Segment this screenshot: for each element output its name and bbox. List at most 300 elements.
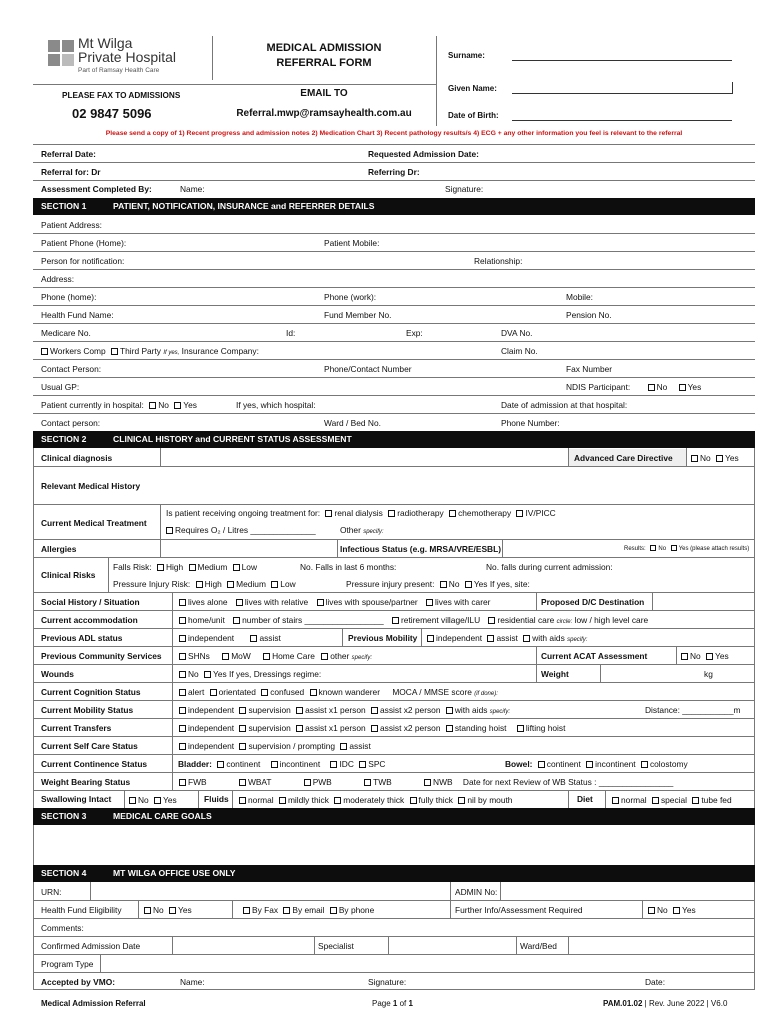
section-4-title: MT WILGA OFFICE USE ONLY — [113, 868, 236, 878]
by-fax-label: By Fax — [252, 905, 279, 915]
further-yes-label: Yes — [682, 905, 696, 915]
twb-label: TWB — [373, 777, 392, 787]
acd-no-checkbox[interactable] — [691, 455, 698, 462]
social-options — [176, 597, 490, 607]
footer-code — [603, 999, 727, 1008]
health-fund-label: Health Fund Name: — [41, 310, 114, 320]
adl-independent-label: independent — [188, 633, 235, 643]
relationship-label: Relationship: — [474, 256, 523, 266]
medicare-label: Medicare No. — [41, 328, 91, 338]
bowel-continent-label: continent — [546, 759, 581, 769]
acat-label: Current ACAT Assessment — [541, 651, 648, 661]
footer-page-total: 1 — [408, 999, 413, 1008]
assessment-label: Assessment Completed By: — [41, 184, 152, 194]
mobility-independent-label: independent — [188, 705, 235, 715]
clinical-risks-label: Clinical Risks — [41, 570, 96, 580]
community-services-label: Previous Community Services — [41, 651, 162, 661]
bladder-label: Bladder: — [178, 759, 212, 769]
section-4-header — [33, 865, 755, 882]
pressure-yes-checkbox[interactable] — [465, 581, 472, 588]
mob-specify-note: specify: — [567, 637, 588, 643]
in-hospital-row — [41, 400, 197, 410]
standing-hoist-label: standing hoist — [454, 723, 507, 733]
mobility-independent-checkbox[interactable] — [179, 707, 186, 714]
mob-independent-label: independent — [436, 633, 483, 643]
assessment-signature-label: Signature: — [445, 184, 484, 194]
usual-gp-label: Usual GP: — [41, 382, 80, 392]
further-yes-checkbox[interactable] — [673, 907, 680, 914]
bowel-continent-checkbox[interactable] — [538, 761, 545, 768]
mobility-aids-checkbox[interactable] — [446, 707, 453, 714]
retirement-label: retirement village/ILU — [401, 615, 481, 625]
acat-no-checkbox[interactable] — [681, 653, 688, 660]
mobility-supervision-checkbox[interactable] — [239, 707, 246, 714]
specialist-label: Specialist — [318, 941, 354, 951]
acat-yes-label: Yes — [715, 651, 729, 661]
lifting-hoist-label: lifting hoist — [525, 723, 566, 733]
fluid-nil-label: nil by mouth — [467, 795, 513, 805]
transfer-independent-checkbox[interactable] — [179, 725, 186, 732]
ward-bed-office-label: Ward/Bed — [520, 941, 557, 951]
transfer-supervision-label: supervision — [248, 723, 291, 733]
fluids-label: Fluids — [204, 794, 229, 804]
mobility-status-label: Current Mobility Status — [41, 705, 134, 715]
fluids-options — [236, 795, 512, 805]
selfcare-supervision-checkbox[interactable] — [239, 743, 246, 750]
swallow-no-checkbox[interactable] — [129, 797, 136, 804]
pressure-risk-row — [113, 579, 296, 589]
diet-options — [609, 795, 732, 805]
iv-picc-label: IV/PICC — [525, 508, 556, 518]
mob-assist-checkbox[interactable] — [487, 635, 494, 642]
acd-yes-checkbox[interactable] — [716, 455, 723, 462]
further-info-options — [645, 905, 696, 915]
transfer-assist1-label: assist x1 person — [305, 723, 366, 733]
diet-tube-checkbox[interactable] — [692, 797, 699, 804]
footer-page-of: of — [397, 999, 409, 1008]
requested-date-label: Requested Admission Date: — [368, 149, 479, 159]
in-hospital-yes-label: Yes — [183, 400, 197, 410]
falls-current-label: No. falls during current admission: — [486, 562, 613, 572]
wounds-options — [176, 669, 321, 679]
section-1-header — [33, 198, 755, 215]
ndis-label: NDIS Participant: — [566, 382, 631, 392]
dob-label: Date of Birth: — [448, 111, 499, 120]
selfcare-supervision-label: supervision / prompting — [248, 741, 336, 751]
wbat-label: WBAT — [247, 777, 272, 787]
logo-line3: Part of Ramsay Health Care — [78, 67, 160, 74]
accommodation-label: Current accommodation — [41, 615, 138, 625]
oxygen-row — [163, 525, 384, 535]
medicare-exp-label: Exp: — [406, 328, 423, 338]
fax-number: 02 9847 5096 — [72, 106, 152, 121]
retirement-checkbox[interactable] — [392, 617, 399, 624]
fluid-mild-checkbox[interactable] — [279, 797, 286, 804]
diet-special-label: special — [660, 795, 688, 805]
mow-checkbox[interactable] — [222, 653, 229, 660]
care-level-label: low / high level care — [574, 615, 649, 625]
spc-checkbox[interactable] — [359, 761, 366, 768]
falls-high-label: High — [165, 562, 184, 572]
acat-options — [678, 651, 729, 661]
referral-date-label: Referral Date: — [41, 149, 96, 159]
medical-history-label: Relevant Medical History — [41, 481, 141, 491]
by-fax-checkbox[interactable] — [243, 907, 250, 914]
service-specify-note: specify: — [351, 655, 372, 661]
results-yes-checkbox[interactable] — [671, 545, 677, 551]
swallowing-label: Swallowing Intact — [41, 794, 112, 804]
pressure-present-label: Pressure injury present: — [346, 579, 435, 589]
footer-title: Medical Admission Referral — [41, 999, 146, 1008]
section-3-number: SECTION 3 — [41, 811, 87, 821]
pressure-medium-label: Medium — [236, 579, 266, 589]
pwb-checkbox[interactable] — [304, 779, 311, 786]
lives-relative-checkbox[interactable] — [236, 599, 243, 606]
treatment-options — [166, 508, 556, 518]
eligibility-yes-label: Yes — [178, 905, 192, 915]
assessment-name-label: Name: — [180, 184, 205, 194]
moca-if-done-note: (if done): — [474, 691, 498, 697]
falls-low-checkbox[interactable] — [233, 564, 240, 571]
section-3-title: MEDICAL CARE GOALS — [113, 811, 212, 821]
ndis-no-checkbox[interactable] — [648, 384, 655, 391]
other-treatment-label: Other — [339, 525, 361, 535]
other-specify-note: specify: — [363, 529, 384, 535]
fluid-mild-label: mildly thick — [287, 795, 329, 805]
radiotherapy-checkbox[interactable] — [388, 510, 395, 517]
fwb-label: FWB — [188, 777, 207, 787]
fluid-fully-checkbox[interactable] — [410, 797, 417, 804]
patient-phone-label: Patient Phone (Home): — [41, 238, 127, 248]
accommodation-options — [176, 615, 648, 625]
iv-picc-checkbox[interactable] — [516, 510, 523, 517]
mobility-aids-label: with aids — [454, 705, 488, 715]
ward-bed-label: Ward / Bed No. — [324, 418, 381, 428]
weight-bearing-label: Weight Bearing Status — [41, 777, 131, 787]
lives-relative-label: lives with relative — [244, 597, 309, 607]
phone-home-label: Phone (home): — [41, 292, 97, 302]
results-no-label: No — [658, 546, 667, 552]
eligibility-no-checkbox[interactable] — [144, 907, 151, 914]
mobility-assist1-checkbox[interactable] — [296, 707, 303, 714]
acd-yes-label: Yes — [725, 453, 739, 463]
claim-label: Claim No. — [501, 346, 538, 356]
wounds-yes-checkbox[interactable] — [204, 671, 211, 678]
results-options — [624, 545, 749, 552]
in-hospital-yes-checkbox[interactable] — [174, 402, 181, 409]
chemotherapy-checkbox[interactable] — [449, 510, 456, 517]
home-care-label: Home Care — [272, 651, 315, 661]
third-party-checkbox[interactable] — [111, 348, 118, 355]
mob-independent-checkbox[interactable] — [427, 635, 434, 642]
falls-six-months-label: No. Falls in last 6 months: — [300, 562, 397, 572]
pressure-low-label: Low — [280, 579, 296, 589]
mobility-assist2-checkbox[interactable] — [371, 707, 378, 714]
email-address[interactable]: Referral.mwp@ramsayhealth.com.au — [236, 108, 412, 119]
falls-risk-label: Falls Risk: — [113, 562, 152, 572]
mobility-options — [176, 705, 510, 715]
treatment-question: Is patient receiving ongoing treatment for: — [166, 508, 321, 518]
lives-carer-label: lives with carer — [435, 597, 491, 607]
section-4-number: SECTION 4 — [41, 868, 87, 878]
pressure-low-checkbox[interactable] — [271, 581, 278, 588]
weight-bearing-options — [176, 777, 673, 787]
patient-mobile-label: Patient Mobile: — [324, 238, 380, 248]
wanderer-checkbox[interactable] — [310, 689, 317, 696]
by-email-label: By email — [292, 905, 325, 915]
results-yes-label: Yes (please attach results) — [678, 546, 750, 552]
contact-person-label: Contact Person: — [41, 364, 102, 374]
cognition-options — [176, 687, 498, 697]
allergies-label: Allergies — [41, 544, 77, 554]
diet-tube-label: tube fed — [701, 795, 732, 805]
idc-label: IDC — [339, 759, 354, 769]
standing-hoist-checkbox[interactable] — [446, 725, 453, 732]
by-phone-label: By phone — [338, 905, 375, 915]
lives-spouse-label: lives with spouse/partner — [325, 597, 418, 607]
adl-status-label: Previous ADL status — [41, 633, 123, 643]
previous-mobility-label: Previous Mobility — [348, 633, 418, 643]
acat-no-label: No — [690, 651, 701, 661]
pressure-medium-checkbox[interactable] — [227, 581, 234, 588]
in-hospital-no-checkbox[interactable] — [149, 402, 156, 409]
date-admission-label: Date of admission at that hospital: — [501, 400, 628, 410]
fund-eligibility-label: Health Fund Eligibility — [41, 905, 122, 915]
pressure-risk-label: Pressure Injury Risk: — [113, 579, 191, 589]
fax-label: PLEASE FAX TO ADMISSIONS — [62, 91, 181, 100]
pressure-high-checkbox[interactable] — [196, 581, 203, 588]
stairs-checkbox[interactable] — [233, 617, 240, 624]
confirmed-date-label: Confirmed Admission Date — [41, 941, 141, 951]
ndis-no-label: No — [656, 382, 668, 392]
ndis-yes-label: Yes — [687, 382, 702, 392]
bladder-options — [178, 759, 385, 769]
clinical-diagnosis-label: Clinical diagnosis — [41, 453, 113, 463]
wbat-checkbox[interactable] — [239, 779, 246, 786]
fluid-nil-checkbox[interactable] — [458, 797, 465, 804]
care-goals-area[interactable] — [33, 825, 755, 865]
by-phone-checkbox[interactable] — [330, 907, 337, 914]
selfcare-assist-label: assist — [349, 741, 371, 751]
confused-checkbox[interactable] — [261, 689, 268, 696]
social-history-label: Social History / Situation — [41, 597, 140, 607]
nwb-checkbox[interactable] — [424, 779, 431, 786]
radiotherapy-label: radiotherapy — [397, 508, 444, 518]
adl-independent-checkbox[interactable] — [179, 635, 186, 642]
mow-label: MoW — [231, 651, 251, 661]
transfer-assist1-checkbox[interactable] — [296, 725, 303, 732]
section-1-title: PATIENT, NOTIFICATION, INSURANCE and REFERRER DETAILS — [113, 201, 375, 211]
footer-revision: | Rev. June 2022 | V6.0 — [642, 999, 728, 1008]
transfer-assist2-checkbox[interactable] — [371, 725, 378, 732]
idc-checkbox[interactable] — [330, 761, 337, 768]
lives-alone-checkbox[interactable] — [179, 599, 186, 606]
swallow-no-label: No — [138, 795, 149, 805]
bowel-options — [505, 759, 688, 769]
fluid-normal-checkbox[interactable] — [239, 797, 246, 804]
diet-label: Diet — [577, 794, 593, 804]
acd-label: Advanced Care Directive — [574, 453, 673, 463]
medical-treatment-label: Current Medical Treatment — [41, 518, 147, 528]
renal-dialysis-label: renal dialysis — [334, 508, 383, 518]
moca-label: MOCA / MMSE score — [392, 687, 472, 697]
residential-care-checkbox[interactable] — [488, 617, 495, 624]
form-title-1: MEDICAL ADMISSION — [266, 42, 382, 54]
email-label: EMAIL TO — [300, 88, 348, 99]
lives-spouse-checkbox[interactable] — [317, 599, 324, 606]
pension-label: Pension No. — [566, 310, 612, 320]
fax-number-label: Fax Number — [566, 364, 613, 374]
selfcare-independent-label: independent — [188, 741, 235, 751]
confused-label: confused — [270, 687, 305, 697]
wb-review-label: Date for next Review of WB Status : ________________ — [462, 777, 674, 787]
section-2-number: SECTION 2 — [41, 434, 87, 444]
wounds-no-label: No — [188, 669, 199, 679]
logo-mark-icon — [48, 40, 74, 66]
by-email-checkbox[interactable] — [283, 907, 290, 914]
transfers-label: Current Transfers — [41, 723, 112, 733]
phone-work-label: Phone (work): — [324, 292, 377, 302]
colostomy-checkbox[interactable] — [641, 761, 648, 768]
diet-normal-label: normal — [621, 795, 647, 805]
mob-aids-checkbox[interactable] — [523, 635, 530, 642]
results-no-checkbox[interactable] — [650, 545, 656, 551]
program-type-label: Program Type — [41, 959, 94, 969]
section-2-header — [33, 431, 755, 448]
in-hospital-no-label: No — [158, 400, 169, 410]
self-care-options — [176, 741, 371, 751]
section-3-header — [33, 808, 755, 825]
other-service-checkbox[interactable] — [321, 653, 328, 660]
fluid-moderate-checkbox[interactable] — [334, 797, 341, 804]
adl-assist-label: assist — [259, 633, 281, 643]
renal-dialysis-checkbox[interactable] — [325, 510, 332, 517]
pressure-yes-label: Yes — [473, 579, 488, 589]
orientated-checkbox[interactable] — [210, 689, 217, 696]
notification-person-label: Person for notification: — [41, 256, 125, 266]
orientated-label: orientated — [218, 687, 256, 697]
mobility-supervision-label: supervision — [248, 705, 291, 715]
transfer-supervision-checkbox[interactable] — [239, 725, 246, 732]
bladder-continent-checkbox[interactable] — [217, 761, 224, 768]
section-1-number: SECTION 1 — [41, 201, 87, 211]
bowel-label: Bowel: — [505, 759, 533, 769]
weight-label: Weight — [541, 669, 569, 679]
fluid-moderate-label: moderately thick — [343, 795, 405, 805]
nwb-label: NWB — [433, 777, 453, 787]
alert-label: alert — [188, 687, 205, 697]
mob-assist-label: assist — [496, 633, 518, 643]
footer-page-number: 1 — [392, 999, 398, 1008]
bladder-incontinent-label: incontinent — [279, 759, 321, 769]
home-unit-label: home/unit — [188, 615, 225, 625]
continence-label: Current Continence Status — [41, 759, 148, 769]
selfcare-assist-checkbox[interactable] — [340, 743, 347, 750]
colostomy-label: colostomy — [649, 759, 688, 769]
diet-normal-checkbox[interactable] — [612, 797, 619, 804]
swallowing-options — [126, 795, 177, 805]
form-title-2: REFERRAL FORM — [276, 57, 372, 69]
referring-dr-label: Referring Dr: — [368, 167, 420, 177]
adl-assist-checkbox[interactable] — [250, 635, 257, 642]
bowel-incontinent-checkbox[interactable] — [586, 761, 593, 768]
swallow-yes-checkbox[interactable] — [154, 797, 161, 804]
home-unit-checkbox[interactable] — [179, 617, 186, 624]
transfers-options — [176, 723, 565, 733]
cognition-label: Current Cognition Status — [41, 687, 141, 697]
alert-checkbox[interactable] — [179, 689, 186, 696]
dva-label: DVA No. — [501, 328, 533, 338]
hospital-contact-label: Contact person: — [41, 418, 101, 428]
mobility-specify-note: specify: — [489, 709, 511, 715]
logo-line2: Private Hospital — [78, 49, 177, 65]
lives-alone-label: lives alone — [188, 597, 228, 607]
fwb-checkbox[interactable] — [179, 779, 186, 786]
shns-checkbox[interactable] — [179, 653, 186, 660]
stairs-label: number of stairs _________________ — [242, 615, 384, 625]
community-options — [176, 651, 372, 661]
referral-for-label: Referral for: Dr — [41, 167, 101, 177]
residential-care-label: residential care — [497, 615, 555, 625]
lifting-hoist-checkbox[interactable] — [517, 725, 524, 732]
wanderer-label: known wanderer — [318, 687, 380, 697]
previous-mobility-options — [424, 633, 587, 643]
insurance-row — [38, 346, 259, 356]
fluid-fully-label: fully thick — [418, 795, 453, 805]
instructions: Please send a copy of 1) Recent progress and admission notes 2) Medication Chart 3) Recent pathology results/s 4) ECG + any other information you feel is relevant to the referral — [105, 130, 683, 137]
pressure-no-checkbox[interactable] — [440, 581, 447, 588]
falls-risk-row — [113, 562, 257, 572]
lives-carer-checkbox[interactable] — [426, 599, 433, 606]
further-info-label: Further Info/Assessment Required — [455, 905, 583, 915]
swallow-yes-label: Yes — [163, 795, 177, 805]
shns-label: SHNs — [188, 651, 210, 661]
bladder-incontinent-checkbox[interactable] — [271, 761, 278, 768]
footer-page — [372, 999, 413, 1008]
pressure-no-label: No — [448, 579, 460, 589]
mob-aids-label: with aids — [532, 633, 565, 643]
pressure-present-row — [346, 579, 530, 589]
acat-yes-checkbox[interactable] — [706, 653, 713, 660]
dressings-label: If yes, Dressings regime: — [229, 669, 322, 679]
oxygen-checkbox[interactable] — [166, 527, 173, 534]
pressure-high-label: High — [204, 579, 222, 589]
eligibility-yes-checkbox[interactable] — [169, 907, 176, 914]
falls-medium-checkbox[interactable] — [189, 564, 196, 571]
adl-options — [176, 633, 281, 643]
transfer-assist2-label: assist x2 person — [379, 723, 441, 733]
ndis-yes-checkbox[interactable] — [679, 384, 686, 391]
self-care-label: Current Self Care Status — [41, 741, 138, 751]
diet-special-checkbox[interactable] — [652, 797, 659, 804]
home-care-checkbox[interactable] — [263, 653, 270, 660]
medicare-id-label: Id: — [286, 328, 296, 338]
twb-checkbox[interactable] — [364, 779, 371, 786]
wounds-no-checkbox[interactable] — [179, 671, 186, 678]
falls-high-checkbox[interactable] — [157, 564, 164, 571]
fund-member-label: Fund Member No. — [324, 310, 392, 320]
vmo-name-label: Name: — [180, 977, 205, 987]
notification-address-label: Address: — [41, 274, 75, 284]
fluid-normal-label: normal — [248, 795, 274, 805]
further-no-checkbox[interactable] — [648, 907, 655, 914]
chemotherapy-label: chemotherapy — [458, 508, 512, 518]
wounds-label: Wounds — [41, 669, 74, 679]
weight-unit: kg — [704, 669, 713, 679]
workers-comp-checkbox[interactable] — [41, 348, 48, 355]
selfcare-independent-checkbox[interactable] — [179, 743, 186, 750]
bowel-incontinent-label: incontinent — [595, 759, 636, 769]
